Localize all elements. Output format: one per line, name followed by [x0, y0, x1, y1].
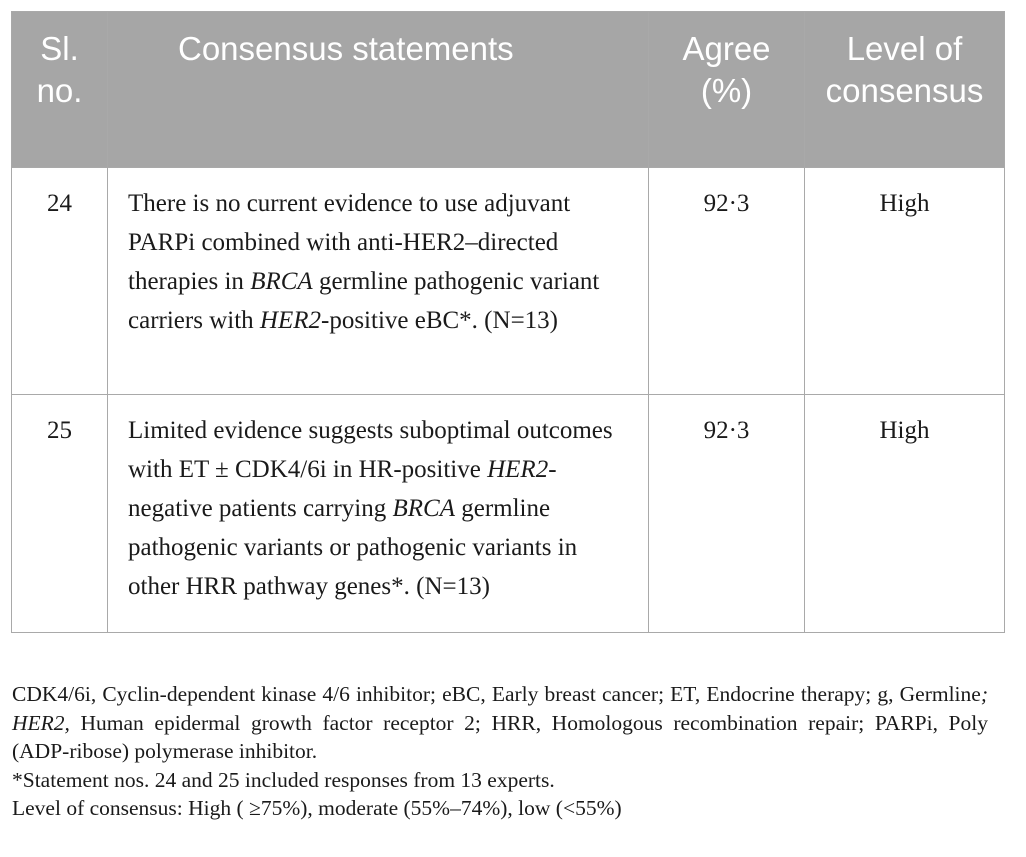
consensus-statement [108, 168, 649, 395]
statement-text: -positive eBC*. (N=13) [321, 307, 558, 334]
statement-text: There is no current evidence to use adjuvant PARPi combined with anti-HER2–directed therapies in [128, 190, 571, 295]
table-header-row [12, 12, 1005, 168]
abbreviations-text: Human epidermal growth factor receptor 2; HRR, Homologous recombination repair; PARPi, Poly (ADP-ribose) polymerase inhibitor. [12, 710, 988, 763]
table-row [12, 168, 1005, 395]
header-level-of-consensus: Level of consensus [805, 12, 1005, 168]
table-footnotes [12, 680, 988, 823]
agree-percent: 92·3 [649, 395, 805, 633]
row-number: 25 [12, 395, 108, 633]
gene-name-italic: HER2 [487, 456, 549, 483]
statement-text: germline pathogenic variants or pathogenic variants in other HRR pathway genes*. (N=13) [128, 495, 578, 600]
statement-text: germline pathogenic variant carriers with [128, 268, 600, 334]
gene-name-italic: BRCA [250, 268, 313, 295]
gene-name-italic: BRCA [392, 495, 455, 522]
statement-text: Limited evidence suggests suboptimal outcomes with ET ± CDK4/6i in HR-positive [128, 417, 613, 483]
header-sl-no: Sl. no. [12, 12, 108, 168]
statement-text: -negative patients carrying [128, 456, 557, 522]
agree-percent: 92·3 [649, 168, 805, 395]
table-row [12, 395, 1005, 633]
consensus-statement [108, 395, 649, 633]
abbreviation-italic: ; HER2, [12, 682, 988, 735]
consensus-level: High [805, 395, 1005, 633]
row-number: 24 [12, 168, 108, 395]
abbreviations-footnote [12, 680, 988, 766]
consensus-table [11, 11, 1005, 633]
abbreviations-text: CDK4/6i, Cyclin-dependent kinase 4/6 inhibitor; eBC, Early breast cancer; ET, Endocrine therapy; g, Germline [12, 682, 981, 706]
gene-name-italic: HER2 [259, 307, 321, 334]
header-consensus-statements: Consensus statements [108, 12, 649, 168]
consensus-level: High [805, 168, 1005, 395]
consensus-levels-footnote: Level of consensus: High ( ≥75%), moderate (55%–74%), low (<55%) [12, 796, 622, 820]
experts-footnote: *Statement nos. 24 and 25 included responses from 13 experts. [12, 767, 555, 792]
header-agree-percent: Agree (%) [649, 12, 805, 168]
